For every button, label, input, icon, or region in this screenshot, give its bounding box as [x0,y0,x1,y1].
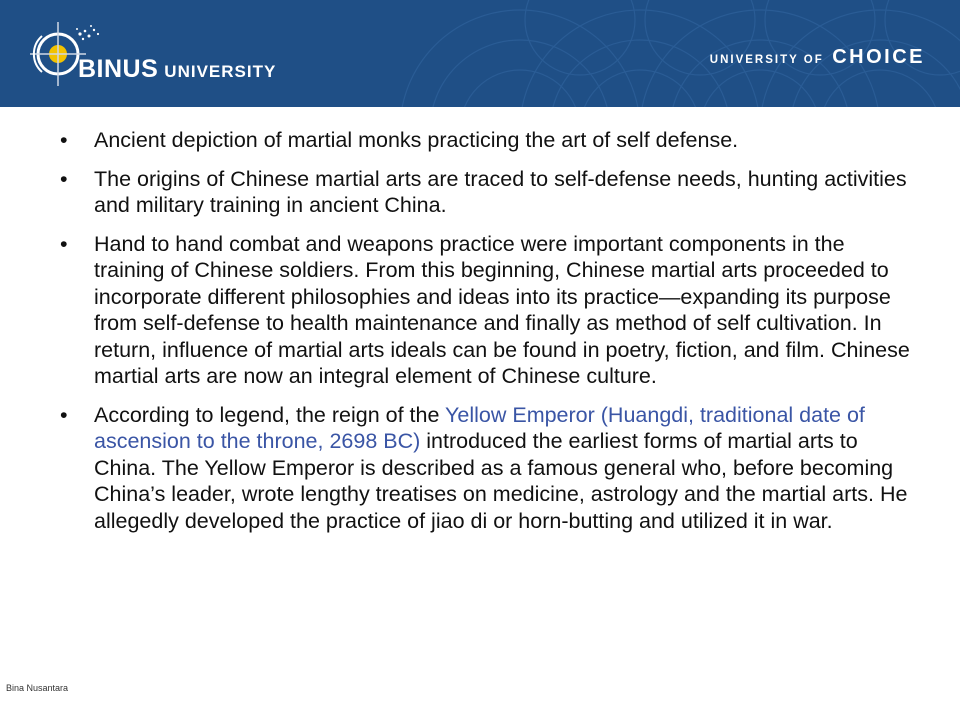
bullet-dot: • [60,128,68,152]
tagline-big: CHOICE [832,46,925,68]
bullet-item [60,231,910,390]
bullet-item [60,127,910,154]
bullet-text-prefix: According to legend, the reign of the [94,402,446,427]
tagline-small: UNIVERSITY OF [709,54,824,66]
bullet-text-suffix: introduced the earliest forms of martial arts to China. The Yellow Emperor is described as a famous general who, before becoming China’s leader, wrote lengthy treatises on medicine, astrology and the martial arts. He allegedly developed the practice of jiao di or horn-butting and utilized it in war. [94,429,908,533]
bullet-item [60,402,910,535]
brand-wordmark [78,55,276,84]
header-banner [0,0,960,107]
bullet-dot: • [60,231,68,256]
footer-text: Bina Nusantara [6,683,69,693]
bullet-text: Ancient depiction of martial monks practicing the art of self defense. [94,128,739,152]
slide-body [60,127,910,546]
tagline [710,46,925,69]
brand-suffix: UNIVERSITY [164,62,277,81]
bullet-dot: • [60,402,68,427]
bullet-item [60,166,910,219]
bullet-text: Hand to hand combat and weapons practice were important components in the training of Chinese soldiers. From this beginning, Chinese martial arts proceeded to incorporate different philosophies and ideas into its practice—expanding its purpose from self-defense to health maintenance and finally as method of self cultivation. In return, influence of martial arts ideals can be found in poetry, fiction, and film. Chinese martial arts are now an integral element of Chinese culture. [94,231,910,388]
brand-name: BINUS [78,55,159,83]
bullet-text: The origins of Chinese martial arts are traced to self-defense needs, hunting activities and military training in ancient China. [94,166,907,217]
yellow-emperor-link[interactable]: Yellow Emperor (Huangdi, traditional date of ascension to the throne, 2698 BC) [94,402,865,453]
bullet-dot: • [60,166,68,191]
